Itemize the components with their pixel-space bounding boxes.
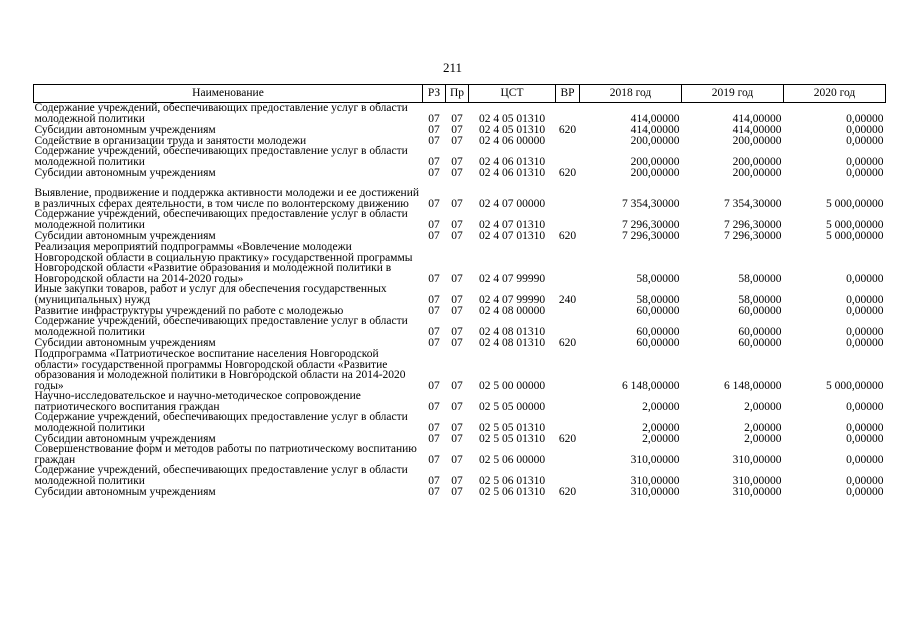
- cell-2018: 310,00000: [630, 453, 680, 466]
- cell-cst: 02 4 05 01310: [478, 123, 546, 136]
- cell-name: Содержание учреждений, обеспечивающих предоставление услуг в области молодежной политики: [34, 464, 408, 487]
- cell-vr: [556, 412, 580, 433]
- cell-name: Научно-исследовательское и научно-методическое сопровождение патриотического воспитания граждан: [34, 390, 361, 413]
- cell-vr: [556, 316, 580, 337]
- cell-2020: 0,00000: [846, 272, 884, 285]
- cell-pr: 07: [451, 112, 463, 125]
- cell-vr: 620: [558, 123, 577, 136]
- cell-rz: 07: [428, 197, 440, 210]
- cell-2018: 6 148,00000: [622, 379, 680, 392]
- cell-2019: 60,00000: [738, 325, 782, 338]
- budget-table: [33, 84, 886, 497]
- cell-cst: 02 4 07 99990: [478, 272, 546, 285]
- cell-vr: [556, 465, 580, 486]
- table-row: [34, 146, 886, 167]
- cell-rz: 07: [428, 304, 440, 317]
- table-row: [34, 348, 886, 391]
- table-row: [34, 412, 886, 433]
- cell-vr: 240: [558, 293, 577, 306]
- table-row: [34, 230, 886, 241]
- cell-2018: 58,00000: [636, 293, 680, 306]
- cell-2018: 200,00000: [630, 166, 680, 179]
- cell-name: Субсидии автономным учреждениям: [34, 229, 216, 242]
- cell-cst: 02 5 06 01310: [478, 485, 546, 498]
- cell-vr: [556, 444, 580, 465]
- cell-vr: [556, 348, 580, 391]
- cell-2020: 0,00000: [846, 325, 884, 338]
- cell-2019: 58,00000: [738, 293, 782, 306]
- cell-name: Субсидии автономным учреждениям: [34, 485, 216, 498]
- cell-2019: 310,00000: [732, 485, 782, 498]
- table-row: [34, 178, 886, 209]
- header-2019: 2019 год: [682, 85, 784, 103]
- cell-2019: 60,00000: [738, 304, 782, 317]
- cell-2020: 0,00000: [846, 453, 884, 466]
- cell-cst: 02 4 08 01310: [478, 325, 546, 338]
- cell-name: Иные закупки товаров, работ и услуг для обеспечения государственных (муниципальных) нужд: [34, 283, 387, 306]
- cell-2020: 0,00000: [846, 112, 884, 125]
- cell-vr: [556, 305, 580, 316]
- cell-name: Подпрограмма «Патриотическое воспитание населения Новгородской области» государственной программы Новгородской области «Развитие образования и молодежной политики в Новгородской области на 2014-2020 годы»: [34, 348, 406, 392]
- cell-vr: [556, 241, 580, 284]
- cell-rz: 07: [428, 379, 440, 392]
- cell-cst: 02 4 05 01310: [478, 112, 546, 125]
- cell-pr: 07: [451, 293, 463, 306]
- cell-2020: 0,00000: [846, 123, 884, 136]
- cell-pr: 07: [451, 134, 463, 147]
- cell-2020: 0,00000: [846, 304, 884, 317]
- cell-2018: 414,00000: [630, 123, 680, 136]
- cell-2019: 200,00000: [732, 134, 782, 147]
- cell-vr: [556, 135, 580, 146]
- cell-2020: 5 000,00000: [826, 379, 884, 392]
- cell-rz: 07: [428, 400, 440, 413]
- cell-name: Содействие в организации труда и занятости молодежи: [34, 134, 307, 147]
- cell-cst: 02 4 07 00000: [478, 197, 546, 210]
- cell-pr: 07: [451, 432, 463, 445]
- cell-cst: 02 5 05 01310: [478, 432, 546, 445]
- cell-2018: 2,00000: [642, 400, 680, 413]
- cell-rz: 07: [428, 485, 440, 498]
- cell-cst: 02 5 00 00000: [478, 379, 546, 392]
- cell-pr: 07: [451, 474, 463, 487]
- cell-cst: 02 5 06 01310: [478, 474, 546, 487]
- cell-pr: 07: [451, 123, 463, 136]
- cell-2020: 0,00000: [846, 293, 884, 306]
- header-cst: ЦСТ: [469, 85, 556, 103]
- header-vr: ВР: [556, 85, 580, 103]
- table-row: [34, 316, 886, 337]
- cell-2020: 5 000,00000: [826, 218, 884, 231]
- cell-name: Содержание учреждений, обеспечивающих предоставление услуг в области молодежной политики: [34, 411, 408, 434]
- cell-cst: 02 4 08 01310: [478, 336, 546, 349]
- cell-2018: 414,00000: [630, 112, 680, 125]
- table-row: [34, 284, 886, 305]
- cell-2020: 0,00000: [846, 474, 884, 487]
- cell-rz: 07: [428, 155, 440, 168]
- cell-2019: 2,00000: [744, 400, 782, 413]
- cell-rz: 07: [428, 112, 440, 125]
- table-row: [34, 337, 886, 348]
- cell-name: Реализация мероприятий подпрограммы «Вовлечение молодежи Новгородской области в социальную практику» государственной программы Новгородской области «Развитие образования и молодежной политики в Новгородской области на 2014-2020 годы»: [34, 241, 413, 285]
- cell-2020: 5 000,00000: [826, 197, 884, 210]
- cell-cst: 02 4 06 01310: [478, 166, 546, 179]
- cell-2020: 0,00000: [846, 421, 884, 434]
- cell-rz: 07: [428, 229, 440, 242]
- cell-cst: 02 4 07 01310: [478, 229, 546, 242]
- cell-name: Развитие инфраструктуры учреждений по работе с молодежью: [34, 304, 344, 317]
- cell-rz: 07: [428, 166, 440, 179]
- cell-2019: 310,00000: [732, 453, 782, 466]
- cell-vr: [556, 391, 580, 412]
- cell-rz: 07: [428, 134, 440, 147]
- table-row: [34, 444, 886, 465]
- cell-name: Содержание учреждений, обеспечивающих предоставление услуг в области молодежной политики: [34, 315, 408, 338]
- cell-cst: 02 5 05 00000: [478, 400, 546, 413]
- cell-name: Содержание учреждений, обеспечивающих предоставление услуг в области молодежной политики: [34, 145, 408, 168]
- cell-2020: 0,00000: [846, 432, 884, 445]
- header-rz: РЗ: [423, 85, 446, 103]
- cell-rz: 07: [428, 272, 440, 285]
- page-number: 211: [442, 60, 463, 75]
- cell-2019: 200,00000: [732, 166, 782, 179]
- cell-2019: 60,00000: [738, 336, 782, 349]
- cell-pr: 07: [451, 229, 463, 242]
- cell-name: Субсидии автономным учреждениям: [34, 432, 216, 445]
- cell-2018: 58,00000: [636, 272, 680, 285]
- cell-rz: 07: [428, 293, 440, 306]
- cell-rz: 07: [428, 474, 440, 487]
- cell-vr: 620: [558, 229, 577, 242]
- table-row: [34, 209, 886, 230]
- cell-2019: 310,00000: [732, 474, 782, 487]
- cell-name: Содержание учреждений, обеспечивающих предоставление услуг в области молодежной политики: [34, 102, 408, 125]
- cell-2018: 7 354,30000: [622, 197, 680, 210]
- cell-2018: 310,00000: [630, 485, 680, 498]
- cell-2020: 0,00000: [846, 336, 884, 349]
- table-row: [34, 465, 886, 486]
- cell-2018: 200,00000: [630, 134, 680, 147]
- header-pr: Пр: [446, 85, 469, 103]
- cell-vr: [556, 146, 580, 167]
- cell-2020: 5 000,00000: [826, 229, 884, 242]
- cell-vr: 620: [558, 485, 577, 498]
- header-name: Наименование: [34, 85, 423, 103]
- cell-2018: 2,00000: [642, 421, 680, 434]
- cell-2018: 60,00000: [636, 304, 680, 317]
- cell-vr: 620: [558, 166, 577, 179]
- cell-pr: 07: [451, 304, 463, 317]
- cell-pr: 07: [451, 421, 463, 434]
- cell-vr: 620: [558, 432, 577, 445]
- cell-pr: 07: [451, 272, 463, 285]
- cell-pr: 07: [451, 336, 463, 349]
- cell-vr: [556, 103, 580, 125]
- table-row: [34, 486, 886, 497]
- cell-pr: 07: [451, 218, 463, 231]
- cell-rz: 07: [428, 421, 440, 434]
- cell-pr: 07: [451, 379, 463, 392]
- cell-2020: 0,00000: [846, 400, 884, 413]
- cell-2019: 2,00000: [744, 421, 782, 434]
- cell-2020: 0,00000: [846, 485, 884, 498]
- cell-name: Выявление, продвижение и поддержка активности молодежи и ее достижений в различных сферах деятельности, в том числе по волонтерскому движению: [34, 187, 420, 210]
- cell-2018: 200,00000: [630, 155, 680, 168]
- table-row: [34, 241, 886, 284]
- cell-2018: 60,00000: [636, 325, 680, 338]
- cell-pr: 07: [451, 325, 463, 338]
- cell-cst: 02 4 06 01310: [478, 155, 546, 168]
- table-row: [34, 124, 886, 135]
- cell-vr: [556, 209, 580, 230]
- cell-rz: 07: [428, 432, 440, 445]
- cell-name: Субсидии автономным учреждениям: [34, 166, 216, 179]
- cell-cst: 02 5 06 00000: [478, 453, 546, 466]
- cell-name: Совершенствование форм и методов работы по патриотическому воспитанию граждан: [34, 443, 417, 466]
- cell-2019: 6 148,00000: [724, 379, 782, 392]
- cell-rz: 07: [428, 123, 440, 136]
- cell-2019: 200,00000: [732, 155, 782, 168]
- cell-name: Субсидии автономным учреждениям: [34, 123, 216, 136]
- cell-2020: 0,00000: [846, 134, 884, 147]
- cell-rz: 07: [428, 336, 440, 349]
- cell-2018: 7 296,30000: [622, 218, 680, 231]
- cell-cst: 02 4 07 01310: [478, 218, 546, 231]
- cell-rz: 07: [428, 453, 440, 466]
- header-2018: 2018 год: [580, 85, 682, 103]
- header-2020: 2020 год: [784, 85, 886, 103]
- cell-pr: 07: [451, 197, 463, 210]
- cell-pr: 07: [451, 485, 463, 498]
- table-header-row: [34, 85, 886, 103]
- cell-name: Субсидии автономным учреждениям: [34, 336, 216, 349]
- cell-cst: 02 5 05 01310: [478, 421, 546, 434]
- cell-2018: 7 296,30000: [622, 229, 680, 242]
- cell-pr: 07: [451, 166, 463, 179]
- cell-2020: 0,00000: [846, 155, 884, 168]
- cell-2019: 58,00000: [738, 272, 782, 285]
- cell-2019: 2,00000: [744, 432, 782, 445]
- cell-cst: 02 4 08 00000: [478, 304, 546, 317]
- cell-2018: 310,00000: [630, 474, 680, 487]
- cell-2019: 414,00000: [732, 112, 782, 125]
- cell-vr: 620: [558, 336, 577, 349]
- cell-2019: 7 354,30000: [724, 197, 782, 210]
- cell-pr: 07: [451, 400, 463, 413]
- cell-cst: 02 4 07 99990: [478, 293, 546, 306]
- cell-pr: 07: [451, 453, 463, 466]
- cell-2018: 2,00000: [642, 432, 680, 445]
- cell-pr: 07: [451, 155, 463, 168]
- cell-rz: 07: [428, 325, 440, 338]
- cell-name: Содержание учреждений, обеспечивающих предоставление услуг в области молодежной политики: [34, 208, 408, 231]
- cell-2019: 7 296,30000: [724, 229, 782, 242]
- cell-vr: [556, 178, 580, 209]
- cell-cst: 02 4 06 00000: [478, 134, 546, 147]
- table-row: [34, 391, 886, 412]
- cell-rz: 07: [428, 218, 440, 231]
- table-row: [34, 167, 886, 178]
- cell-2018: 60,00000: [636, 336, 680, 349]
- table-row: [34, 103, 886, 125]
- cell-2019: 7 296,30000: [724, 218, 782, 231]
- cell-2020: 0,00000: [846, 166, 884, 179]
- cell-2019: 414,00000: [732, 123, 782, 136]
